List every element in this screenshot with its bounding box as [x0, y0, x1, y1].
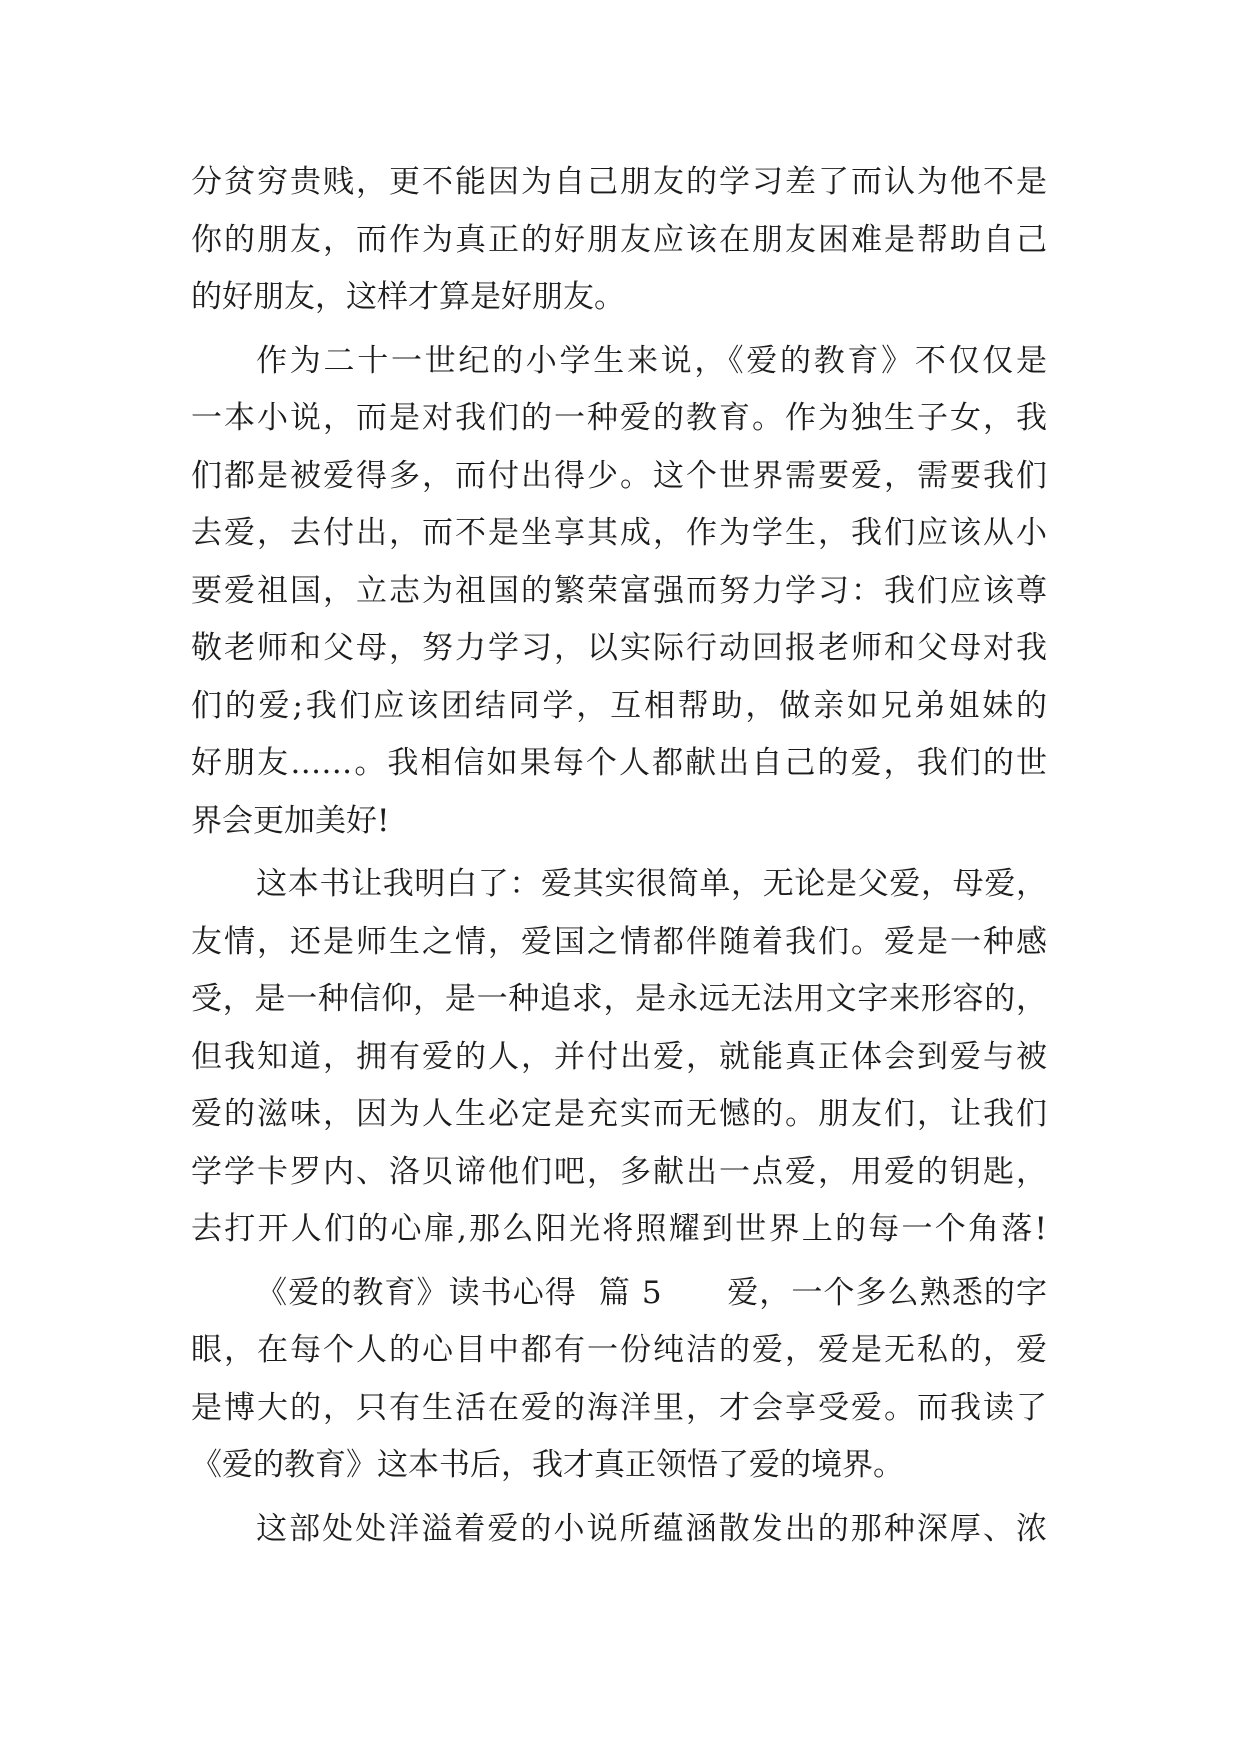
text-line: 但我知道，拥有爱的人，并付出爱，就能真正体会到爱与被: [191, 1038, 1047, 1075]
text-line: 敬老师和父母，努力学习，以实际行动回报老师和父母对我: [191, 630, 1047, 666]
text-line: 你的朋友，而作为真正的好朋友应该在朋友困难是帮助自己: [191, 221, 1047, 258]
text-line: 作为二十一世纪的小学生来说，《爱的教育》不仅仅是: [256, 342, 1047, 379]
text-line: 是博大的，只有生活在爱的海洋里，才会享受爱。而我读了: [191, 1389, 1047, 1426]
text-line: 分贫穷贵贱，更不能因为自己朋友的学习差了而认为他不是: [191, 164, 1047, 200]
paragraph: [191, 1265, 1047, 1495]
text-line: 学学卡罗内、洛贝谛他们吧，多献出一点爱，用爱的钥匙，: [191, 1153, 1047, 1190]
paragraph: [191, 856, 1047, 1259]
text-line: 们都是被爱得多，而付出得少。这个世界需要爱，需要我们: [191, 457, 1047, 494]
paragraph: [191, 154, 1047, 327]
text-line: 友情，还是师生之情，爱国之情都伴随着我们。爱是一种感: [191, 923, 1047, 960]
paragraph: [191, 333, 1047, 851]
text-line: 去打开人们的心扉,那么阳光将照耀到世界上的每一个角落!: [191, 1211, 1047, 1247]
text-line: 要爱祖国，立志为祖国的繁荣富强而努力学习：我们应该尊: [191, 572, 1047, 609]
text-line: 《爱的教育》这本书后，我才真正领悟了爱的境界。: [191, 1447, 904, 1483]
text-line: 的好朋友，这样才算是好朋友。: [191, 279, 625, 315]
text-line: 眼，在每个人的心目中都有一份纯洁的爱，爱是无私的，爱: [191, 1332, 1047, 1368]
text-line: 受，是一种信仰，是一种追求，是永远无法用文字来形容的，: [191, 981, 1047, 1017]
paragraph: [191, 1501, 1047, 1559]
text-line: 爱的滋味，因为人生必定是充实而无憾的。朋友们，让我们: [191, 1096, 1047, 1132]
text-line: 界会更加美好!: [191, 802, 390, 839]
document-body: [191, 154, 1047, 1558]
text-line: 们的爱;我们应该团结同学，互相帮助，做亲如兄弟姐妹的: [191, 687, 1047, 724]
text-line: 《爱的教育》读书心得 篇 5 爱，一个多么熟悉的字: [256, 1274, 1047, 1311]
text-line: 一本小说，而是对我们的一种爱的教育。作为独生子女，我: [191, 400, 1047, 436]
text-line: 这本书让我明白了：爱其实很简单，无论是父爱，母爱，: [256, 866, 1047, 902]
text-line: 去爱，去付出，而不是坐享其成，作为学生，我们应该从小: [191, 515, 1047, 551]
text-line: 好朋友……。我相信如果每个人都献出自己的爱，我们的世: [191, 745, 1047, 781]
text-line: 这部处处洋溢着爱的小说所蕴涵散发出的那种深厚、浓: [256, 1510, 1047, 1547]
